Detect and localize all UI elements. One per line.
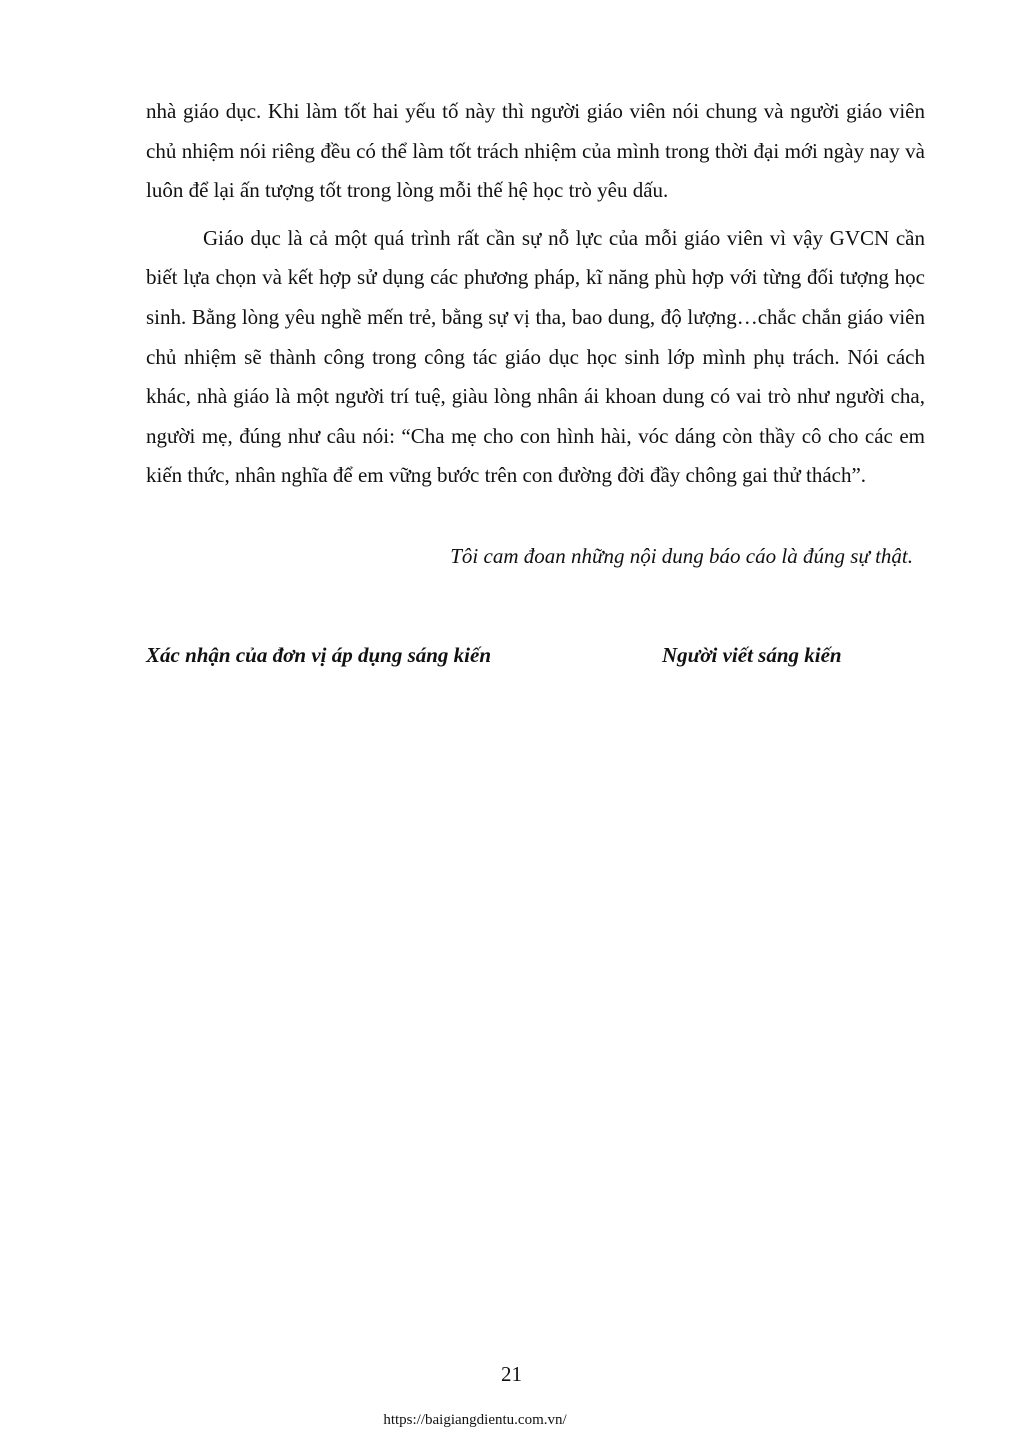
signature-left-label: Xác nhận của đơn vị áp dụng sáng kiến [146, 643, 492, 667]
paragraph-continuation: nhà giáo dục. Khi làm tốt hai yếu tố này thì người giáo viên nói chung và người giáo viên chủ nhiệm nói riêng đều có thể làm tốt trách nhiệm của mình trong thời đại mới ngày nay và luôn để lại ấn tượng tốt trong lòng mỗi thế hệ học trò yêu dấu. [146, 99, 925, 203]
body-text [146, 92, 925, 496]
signature-right-label: Người viết sáng kiến [662, 643, 842, 667]
page-number: 21 [501, 1362, 522, 1386]
paragraph-conclusion: Giáo dục là cả một quá trình rất cần sự nỗ lực của mỗi giáo viên vì vậy GVCN cần biết lựa chọn và kết hợp sử dụng các phương pháp, kĩ năng phù hợp với từng đối tượng học sinh. Bằng lòng yêu nghề mến trẻ, bằng sự vị tha, bao dung, độ lượng…chắc chắn giáo viên chủ nhiệm sẽ thành công trong công tác giáo dục học sinh lớp mình phụ trách. Nói cách khác, nhà giáo là một người trí tuệ, giàu lòng nhân ái khoan dung có vai trò như người cha, người mẹ, đúng như câu nói: “Cha mẹ cho con hình hài, vóc dáng còn thầy cô cho các em kiến thức, nhân nghĩa để em vững bước trên con đường đời đầy chông gai thử thách”. [146, 225, 925, 488]
footer-url: https://baigiangdientu.com.vn/ [383, 1412, 567, 1428]
commitment-statement: Tôi cam đoan những nội dung báo cáo là đúng sự thật. [450, 544, 913, 568]
